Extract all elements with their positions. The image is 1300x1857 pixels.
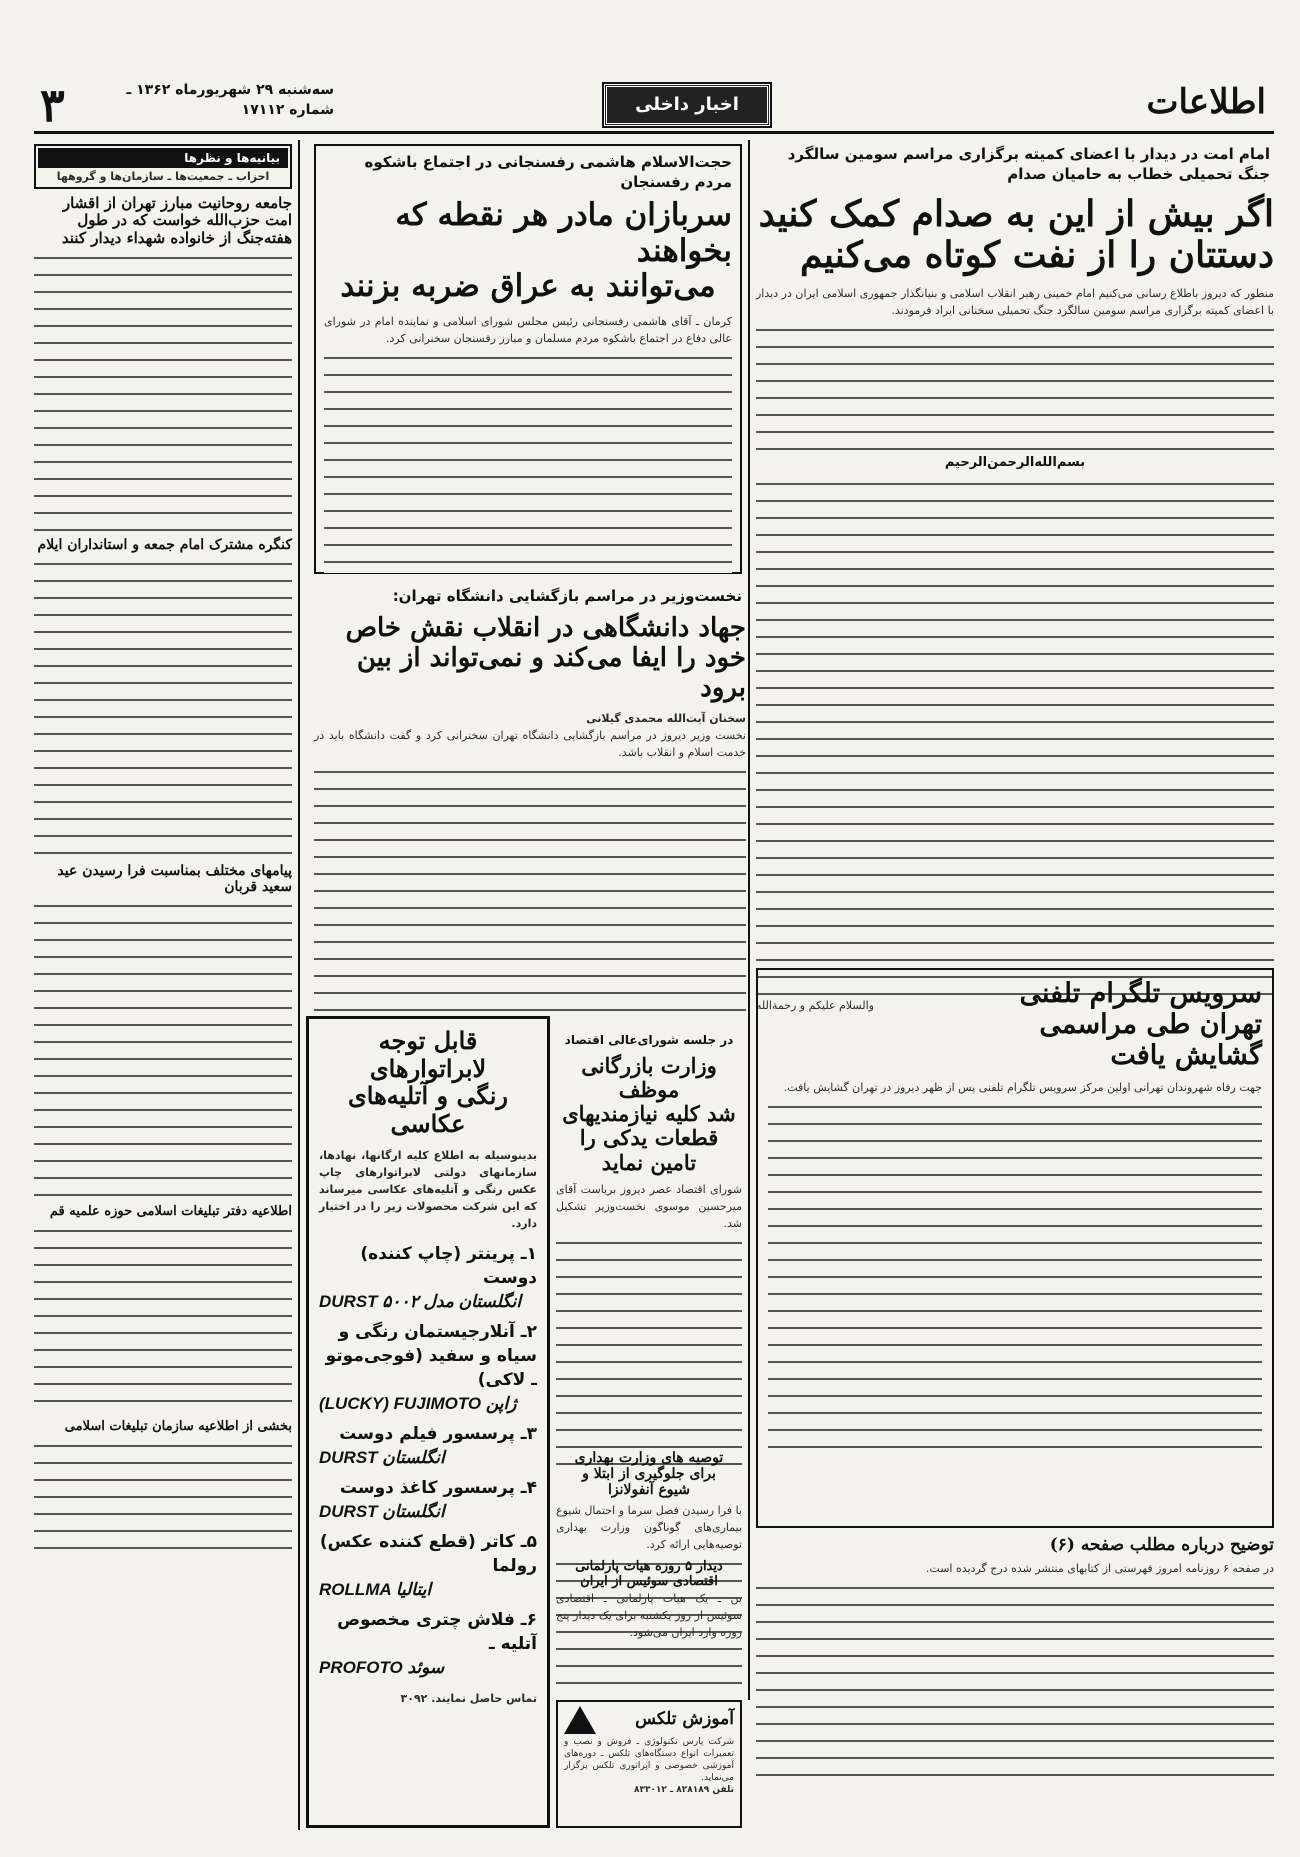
story-lead: نخست وزیر دیروز در مراسم بازگشایی دانشگاه تهران سخنرانی کرد و گفت دانشگاه باید در خدمت اسلام و انقلاب باشد. bbox=[314, 728, 746, 759]
sidebar-statements bbox=[34, 144, 292, 1830]
story-lead: در صفحه ۶ روزنامه امروز فهرستی از کتابهای منتشر شده درج گردیده است. bbox=[925, 1561, 1274, 1575]
ad-list-item: ۵ـ کاتر (قطع کننده عکس) رولما bbox=[319, 1532, 537, 1577]
story-closing: والسلام علیکم و رحمة‌الله bbox=[756, 998, 874, 1012]
story-headline: قطعات یدکی را bbox=[579, 1125, 719, 1151]
ad-footer: تماس حاصل نمایند. ۳۰۹۲ bbox=[400, 1692, 537, 1706]
sidebar-header bbox=[34, 144, 292, 189]
story-subhead: بسم‌الله‌الرحمن‌الرحیم bbox=[944, 454, 1086, 470]
column-rule bbox=[748, 140, 750, 1700]
story-headline: برای جلوگیری از ابتلا و bbox=[582, 1466, 716, 1483]
ad-list-item: DURST انگلستان bbox=[319, 1502, 445, 1522]
story-headline: خود را ایفا می‌کند و نمی‌تواند از بین برود bbox=[356, 642, 746, 703]
story-telegram bbox=[756, 968, 1274, 1528]
story-body-text bbox=[314, 765, 746, 1015]
story-headline: تهران طی مراسمی bbox=[1039, 1009, 1262, 1041]
ad-body: شرکت پارس تکنولوژی ـ فروش و نصب و تعمیرات انواع دستگاه‌های تلکس ـ دوره‌های آموزشی خصوصی و اپراتوری تلکس برگزار می‌نماید. bbox=[564, 1737, 734, 1783]
sidebar-label: بیانیه‌ها و نظرها bbox=[38, 148, 288, 168]
story-lead: بن ـ یک هیات پارلمانی ـ اقتصادی سوئیس از روز یکشنبه برای یک دیدار پنج روزه وارد ایران می‌شود. bbox=[556, 1591, 742, 1639]
story-lead: با فرا رسیدن فصل سرما و احتمال شیوع بیماری‌های گوناگون وزارت بهداری توصیه‌هایی ارائه کرد. bbox=[556, 1504, 742, 1552]
ad-intro: بدینوسیله به اطلاع کلیه ارگانها، نهادها، سازمانهای دولتی لابراتوارهای چاپ عکس رنگی و آتلیه‌های عکاسی میرساند که این شرکت محصولات زیر را در اختیار دارد. bbox=[319, 1149, 537, 1231]
story-lead: جهت رفاه شهروندان تهرانی اولین مرکز سرویس تلگرام تلفنی پس از ظهر دیروز در تهران گشایش یافت. bbox=[783, 1081, 1262, 1095]
story-swiss-delegation bbox=[556, 1560, 742, 1690]
ad-headline: رنگی و آتلیه‌های عکاسی bbox=[348, 1081, 508, 1138]
story-headline: سرویس تلگرام تلفنی bbox=[1019, 978, 1262, 1009]
ad-list-item: ROLLMA ایتالیا bbox=[319, 1580, 432, 1600]
story-headline: سربازان مادر هر نقطه که بخواهند bbox=[395, 197, 732, 269]
story-byline: سخنان آیت‌الله محمدی گیلانی bbox=[586, 711, 746, 725]
story-kicker: امام امت در دیدار با اعضای کمیته برگزاری مراسم سومین سالگرد جنگ تحمیلی خطاب به حامیان صدام bbox=[787, 145, 1270, 183]
ad-list-item: (LUCKY) FUJIMOTO ژاپن bbox=[319, 1394, 517, 1414]
ad-list-item: ۱ـ پرینتر (چاپ کننده) دوست bbox=[360, 1244, 537, 1289]
story-lead: شورای اقتصاد عصر دیروز بریاست آقای میرحسین موسوی نخست‌وزیر تشکیل شد. bbox=[556, 1182, 742, 1230]
story-body-text bbox=[556, 1236, 742, 1466]
ad-list-item: DURST انگلستان bbox=[319, 1448, 445, 1468]
sidebar-sublabel: احزاب ـ جمعیت‌ها ـ سازمان‌ها و گروهها bbox=[56, 170, 270, 183]
sidebar-item-text bbox=[34, 251, 292, 531]
story-headline: دیدار ۵ روزه هیات پارلمانی bbox=[575, 1559, 723, 1574]
story-lead: کرمان ـ آقای هاشمی رفسنجانی رئیس مجلس شورای اسلامی و نماینده امام در شورای عالی دفاع در اجتماع باشکوه مردم مسلمان و مبارز رفسنجان سخنرانی کرد. bbox=[324, 314, 732, 345]
sidebar-item-title: اطلاعیه دفتر تبلیغات اسلامی حوزه علمیه قم bbox=[49, 1204, 292, 1220]
sidebar-item-text bbox=[34, 899, 292, 1199]
story-headline: توصیه های وزارت بهداری bbox=[574, 1450, 724, 1466]
story-clarification bbox=[756, 1536, 1274, 1826]
story-headline: می‌توانند به عراق ضربه بزنند bbox=[340, 268, 716, 305]
story-rafsanjani bbox=[314, 144, 742, 574]
story-kicker: حجت‌الاسلام هاشمی رفسنجانی در اجتماع باشکوه مردم رفسنجان bbox=[364, 153, 732, 191]
story-body-text bbox=[756, 323, 1274, 453]
ad-photo-equipment bbox=[306, 1016, 550, 1828]
sidebar-item-text bbox=[34, 1224, 292, 1414]
ad-telex bbox=[556, 1700, 742, 1828]
sidebar-item-title: بخشی از اطلاعیه سازمان تبلیغات اسلامی bbox=[64, 1418, 292, 1434]
story-headline: تامین نماید bbox=[601, 1149, 697, 1175]
story-kicker: در جلسه شورای‌عالی اقتصاد bbox=[564, 1033, 734, 1047]
page-number: ۳ bbox=[40, 78, 65, 132]
story-body-text bbox=[768, 1100, 1262, 1460]
ad-list-item: ۲ـ آنلارجیستمان رنگی و سیاه و سفید (فوجی‌موتو ـ لاکی) bbox=[325, 1322, 537, 1391]
story-headline: دستتان را از نفت کوتاه می‌کنیم bbox=[799, 234, 1274, 277]
story-headline: گشایش یافت bbox=[1110, 1040, 1262, 1072]
story-headline: شیوع آنفولانزا bbox=[607, 1482, 690, 1499]
ad-headline: آموزش تلکس bbox=[635, 1709, 734, 1730]
sidebar-item-text bbox=[34, 557, 292, 857]
company-logo-icon bbox=[564, 1706, 596, 1734]
story-headline: اقتصادی سوئیس از ایران bbox=[580, 1573, 718, 1589]
story-body-text bbox=[756, 477, 1274, 997]
ad-list-item: PROFOTO سوئد bbox=[319, 1658, 445, 1678]
section-label: اخبار داخلی bbox=[604, 84, 770, 126]
story-body-text bbox=[324, 351, 732, 573]
ad-list-item: ۴ـ پرسسور کاغذ دوست bbox=[339, 1478, 537, 1499]
story-headline: جهاد دانشگاهی در انقلاب نقش خاص bbox=[345, 613, 746, 643]
ad-list-item: DURST انگلستان مدل ۵۰۰۲ bbox=[319, 1292, 522, 1312]
ad-list-item: ۶ـ فلاش چتری مخصوص آتلیه ـ bbox=[337, 1610, 537, 1655]
newspaper-brand: اطلاعات bbox=[1146, 82, 1266, 122]
column-rule bbox=[298, 140, 300, 1830]
story-headline: وزارت بازرگانی موظف bbox=[581, 1053, 717, 1103]
story-headline: شد کلیه نیازمندیهای bbox=[562, 1101, 736, 1127]
ad-headline: قابل توجه لابراتوارهای bbox=[369, 1026, 487, 1083]
dateline: سه‌شنبه ۲۹ شهریورماه ۱۳۶۲ ـ شماره ۱۷۱۱۲ bbox=[126, 82, 334, 118]
sidebar-item-title: پیامهای مختلف بمناسبت فرا رسیدن عید سعید قربان bbox=[57, 862, 292, 895]
story-kicker: نخست‌وزیر در مراسم بازگشایی دانشگاه تهران: bbox=[392, 587, 742, 605]
story-lead: منطور که دیروز باطلاع رسانی می‌کنیم امام خمینی رهبر انقلاب اسلامی و بنیانگذار جمهوری اسلامی ایران در دیدار با اعضای کمیته برگزاری مراسم سومین سالگرد جنگ تحمیلی سخنانی ایراد فرمودند. bbox=[756, 286, 1274, 317]
sidebar-item-title: کنگره مشترک امام جمعه و استانداران ایلام bbox=[37, 536, 292, 553]
masthead bbox=[34, 72, 1274, 134]
ad-list-item: ۳ـ پرسسور فیلم دوست bbox=[339, 1424, 537, 1445]
story-body-text bbox=[756, 1581, 1274, 1791]
ad-footer: تلفن ۸۲۸۱۸۹ ـ ۸۳۳۰۱۲ bbox=[633, 1785, 734, 1795]
story-university bbox=[314, 584, 746, 1024]
story-headline: اگر بیش از این به صدام کمک کنید bbox=[758, 193, 1274, 235]
sidebar-item-text bbox=[34, 1439, 292, 1559]
story-headline: توضیح درباره مطلب صفحه (۶) bbox=[1049, 1535, 1274, 1555]
sidebar-item-title: جامعه روحانیت مبارز تهران از اقشار امت حزب‌الله خواست که در طول هفته‌جنگ از خانواده شهداء دیدار کنند bbox=[61, 194, 292, 247]
